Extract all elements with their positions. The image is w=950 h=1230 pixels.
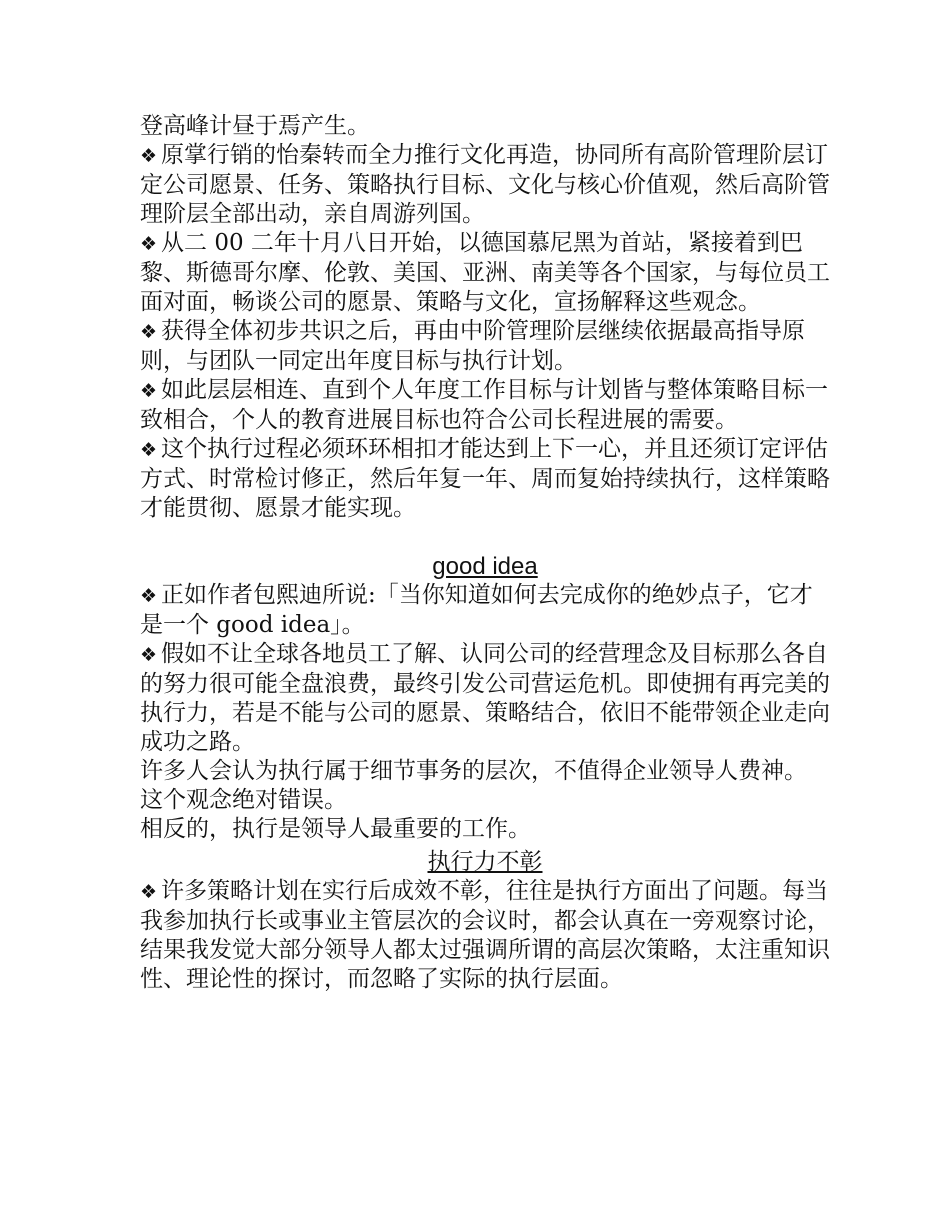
bullet-diamond-icon: ❖ (140, 321, 158, 343)
paragraph: 相反的，执行是领导人最重要的工作。 (140, 816, 531, 842)
bullet-paragraph (140, 141, 830, 229)
bullet-diamond-icon: ❖ (140, 145, 158, 167)
bullet-diamond-icon: ❖ (140, 380, 158, 402)
bullet-paragraph (140, 877, 830, 994)
bullet-paragraph (140, 581, 830, 640)
bullet-paragraph (140, 376, 830, 435)
bullet-diamond-icon: ❖ (140, 439, 158, 461)
bullet-paragraph (140, 229, 830, 317)
paragraph: 许多人会认为执行属于细节事务的层次，不值得企业领导人费神。 (140, 758, 807, 784)
bullet-paragraph (140, 435, 830, 523)
paragraph: 这个观念绝对错误。 (140, 787, 347, 813)
paragraph-continuation: 登高峰计昼于焉产生。 (140, 113, 370, 139)
paragraph-text: 从二 00 二年十月八日开始，以德国慕尼黑为首站，紧接着到巴黎、斯德哥尔摩、伦敦、美国、亚洲、南美等各个国家，与每位员工面对面，畅谈公司的愿景、策略与文化，宣扬解释这些观念。 (140, 230, 830, 315)
bullet-diamond-icon: ❖ (140, 644, 158, 666)
section-heading-good-idea: good idea (432, 553, 538, 580)
section-heading-execution: 执行力不彰 (427, 849, 543, 875)
paragraph-text: 假如不让全球各地员工了解、认同公司的经营理念及目标那么各自的努力很可能全盘浪费，最终引发公司营运危机。即使拥有再完美的执行力，若是不能与公司的愿景、策略结合，依旧不能带领企业走向成功之路。 (140, 641, 830, 755)
paragraph-text: 许多策略计划在实行后成效不彰，往往是执行方面出了问题。每当我参加执行长或事业主管层次的会议时，都会认真在一旁观察讨论，结果我发觉大部分领导人都太过强调所谓的高层次策略，太注重知识性、理论性的探讨，而忽略了实际的执行层面。 (140, 878, 830, 992)
bullet-diamond-icon: ❖ (140, 233, 158, 255)
paragraph-text: 这个执行过程必须环环相扣才能达到上下一心，并且还须订定评估方式、时常检讨修正，然后年复一年、周而复始持续执行，这样策略才能贯彻、愿景才能实现。 (140, 436, 830, 521)
paragraph-text: 原掌行销的怡秦转而全力推行文化再造，协同所有高阶管理阶层订定公司愿景、任务、策略执行目标、文化与核心价值观，然后高阶管理阶层全部出动，亲自周游列国。 (140, 142, 830, 227)
bullet-diamond-icon: ❖ (140, 881, 158, 903)
bullet-paragraph (140, 317, 830, 376)
paragraph-text: 正如作者包熙迪所说:「当你知道如何去完成你的绝妙点子，它才是一个 good idea」。 (140, 582, 813, 638)
document-page (140, 112, 830, 994)
bullet-paragraph (140, 640, 830, 757)
paragraph-text: 获得全体初步共识之后，再由中阶管理阶层继续依据最高指导原则，与团队一同定出年度目标与执行计划。 (140, 318, 806, 374)
blank-line (140, 523, 830, 552)
paragraph-text: 如此层层相连、直到个人年度工作目标与计划皆与整体策略目标一致相合，个人的教育进展目标也符合公司长程进展的需要。 (140, 377, 829, 433)
bullet-diamond-icon: ❖ (140, 585, 158, 607)
